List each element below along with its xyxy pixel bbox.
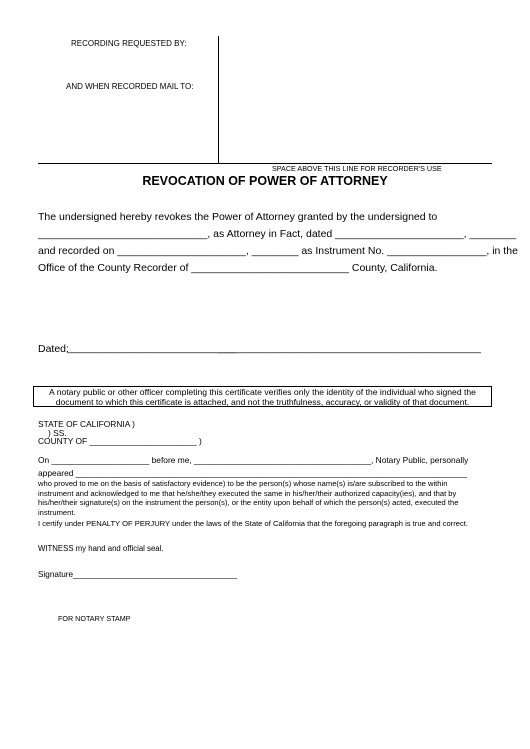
body-line-4: Office of the County Recorder of ___________________________ County, California. bbox=[38, 262, 438, 274]
perjury-paragraph: I certify under PENALTY OF PERJURY under the laws of the State of California that the foregoing paragraph is true and correct. bbox=[38, 519, 468, 528]
ss-label: ) SS. bbox=[48, 428, 67, 438]
state-label: STATE OF CALIFORNIA ) bbox=[38, 419, 135, 429]
space-above-note: SPACE ABOVE THIS LINE FOR RECORDER'S USE bbox=[272, 164, 442, 173]
proved-paragraph: who proved to me on the basis of satisfactory evidence) to be the person(s) whose name(s) is/are subscribed to the within instrument and acknowledged to me that he/she/they executed the same in his/her/their authorized capacity(ies), and that by his/her/their signature(s) on the instrument the person(s), or the entity upon behalf of which the person(s) acted, executed the instrument. bbox=[38, 479, 459, 517]
notary-disclaimer-box bbox=[33, 386, 492, 407]
on-before-me-line: On _____________________ before me, ______________________________________, Notary Public, personally bbox=[38, 455, 469, 465]
notary-stamp-label: FOR NOTARY STAMP bbox=[58, 614, 131, 623]
notary-signature-line: Signature____________________________________ bbox=[38, 570, 237, 579]
dated-label: Dated: bbox=[38, 343, 69, 355]
recording-divider-vertical bbox=[218, 36, 219, 163]
body-line-2: _____________________________, as Attorney in Fact, dated ______________________, ________ bbox=[38, 228, 517, 240]
signature-line-principal: _____________________________________________ bbox=[218, 342, 481, 354]
body-line-1: The undersigned hereby revokes the Power of Attorney granted by the undersigned to bbox=[38, 211, 438, 223]
notary-disclaimer-line-1: A notary public or other officer completing this certificate verifies only the identity of the individual who signed the bbox=[49, 387, 476, 397]
recording-requested-label: RECORDING REQUESTED BY: bbox=[71, 39, 187, 48]
notary-disclaimer-line-2: document to which this certificate is attached, and not the truthfulness, accuracy, or validity of that document. bbox=[55, 396, 470, 407]
mail-to-label: AND WHEN RECORDED MAIL TO: bbox=[66, 82, 194, 91]
dated-line: _____________________________ bbox=[67, 342, 237, 354]
document-title: REVOCATION OF POWER OF ATTORNEY bbox=[142, 174, 388, 188]
county-label: COUNTY OF _______________________ ) bbox=[38, 436, 202, 446]
appeared-line: appeared ____________________________________________________________________________________ bbox=[38, 468, 467, 478]
witness-line: WITNESS my hand and official seal. bbox=[38, 544, 164, 553]
body-line-3: and recorded on ______________________, ________ as Instrument No. _________________, in the bbox=[38, 245, 518, 257]
